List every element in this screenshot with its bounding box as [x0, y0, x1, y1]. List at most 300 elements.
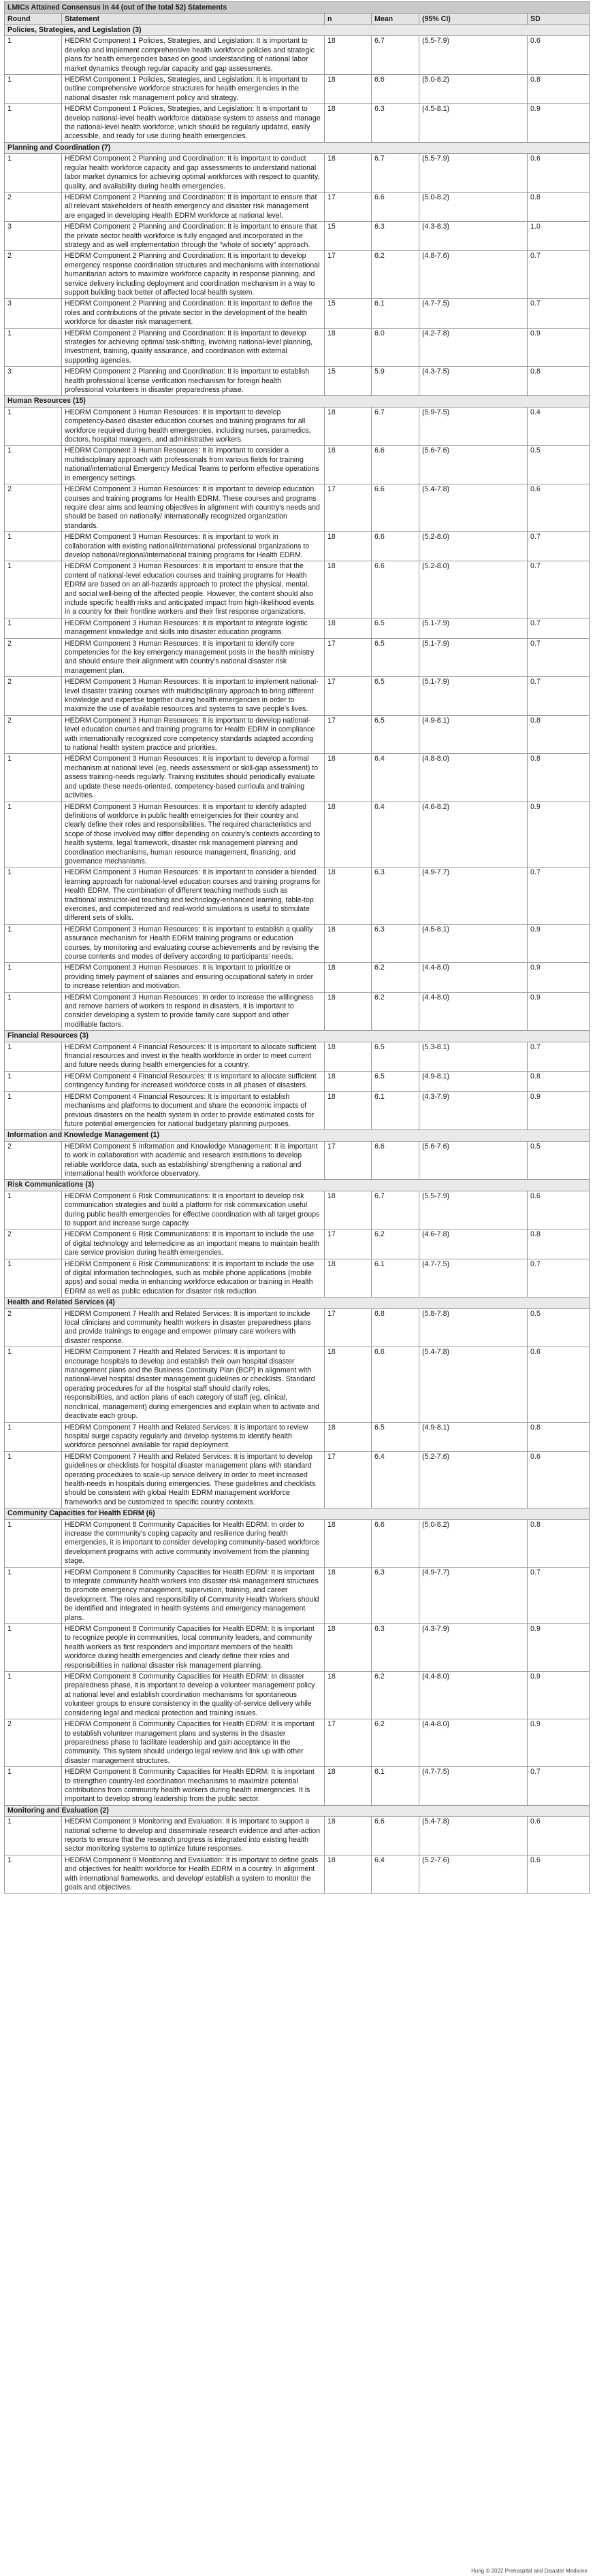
mean-cell: 6.1: [372, 1091, 419, 1130]
header-row: [5, 14, 590, 25]
ci-cell: (5.8-7.8): [419, 1308, 528, 1347]
mean-cell: 6.7: [372, 154, 419, 193]
consensus-table: [4, 1, 590, 1894]
n-cell: 18: [325, 1519, 372, 1567]
round-cell: 1: [5, 561, 62, 618]
section-row: [5, 1180, 590, 1191]
section-heading: Health and Related Services (4): [5, 1298, 590, 1308]
statement-cell: HEDRM Component 3 Human Resources: It is important to develop education courses and training programs for Health EDRM. These courses and programs require clear aims and learning objectives in alignment with country’s needs and should be based on nationally/ internationally recognized organization standards.: [62, 484, 325, 532]
table-row: [5, 963, 590, 992]
consensus-table-container: [4, 1, 589, 1894]
mean-cell: 6.2: [372, 1719, 419, 1767]
sd-cell: 0.7: [528, 561, 590, 618]
table-row: [5, 328, 590, 367]
table-row: [5, 75, 590, 104]
table-row: [5, 222, 590, 251]
n-cell: 18: [325, 1624, 372, 1672]
section-heading: Financial Resources (3): [5, 1031, 590, 1042]
n-cell: 18: [325, 1191, 372, 1229]
mean-cell: 6.7: [372, 1191, 419, 1229]
round-cell: 2: [5, 1229, 62, 1259]
n-cell: 15: [325, 299, 372, 328]
n-cell: 17: [325, 638, 372, 677]
sd-cell: 0.8: [528, 367, 590, 396]
section-heading: Information and Knowledge Management (1): [5, 1130, 590, 1141]
mean-cell: 6.6: [372, 1519, 419, 1567]
sd-cell: 0.9: [528, 104, 590, 143]
round-cell: 1: [5, 1855, 62, 1894]
round-cell: 1: [5, 1071, 62, 1091]
section-heading: Monitoring and Evaluation (2): [5, 1805, 590, 1816]
round-cell: 1: [5, 1422, 62, 1451]
round-cell: 1: [5, 36, 62, 75]
sd-cell: 0.6: [528, 154, 590, 193]
table-row: [5, 754, 590, 802]
mean-cell: 6.3: [372, 1624, 419, 1672]
table-row: [5, 104, 590, 143]
column-header-round: Round: [5, 14, 62, 25]
round-cell: 1: [5, 1567, 62, 1623]
table-row: [5, 36, 590, 75]
statement-cell: HEDRM Component 7 Health and Related Services: It is important to include local clinicians and community health workers in disaster preparedness plans and provide trainings to engage and empower primary care workers with disaster response.: [62, 1308, 325, 1347]
statement-cell: HEDRM Component 1 Policies, Strategies, and Legislation: It is important to outline comprehensive workforce structures for health emergencies in the national disaster risk management policy and strategy.: [62, 75, 325, 104]
section-row: [5, 25, 590, 36]
mean-cell: 6.5: [372, 1422, 419, 1451]
ci-cell: (4.3-7.5): [419, 367, 528, 396]
round-cell: 2: [5, 638, 62, 677]
ci-cell: (5.5-7.9): [419, 36, 528, 75]
sd-cell: 0.7: [528, 532, 590, 561]
table-row: [5, 1191, 590, 1229]
sd-cell: 0.6: [528, 1347, 590, 1422]
statement-cell: HEDRM Component 2 Planning and Coordination: It is important to ensure that all relevant stakeholders of health emergency and disaster risk management are engaged in developing Health EDRM workforce at national level.: [62, 192, 325, 221]
mean-cell: 6.5: [372, 1071, 419, 1091]
mean-cell: 6.2: [372, 992, 419, 1031]
n-cell: 18: [325, 1091, 372, 1130]
sd-cell: 0.8: [528, 1229, 590, 1259]
table-body: [5, 25, 590, 1894]
sd-cell: 0.8: [528, 1422, 590, 1451]
ci-cell: (4.9-7.7): [419, 868, 528, 924]
n-cell: 18: [325, 963, 372, 992]
table-row: [5, 446, 590, 484]
statement-cell: HEDRM Component 3 Human Resources: It is important to establish a quality assurance mechanism for Health EDRM training programs or education courses, by monitoring and evaluating course achievements and by revising the course contents and modes of delivery according to participants’ needs.: [62, 924, 325, 963]
table-row: [5, 561, 590, 618]
table-row: [5, 1091, 590, 1130]
n-cell: 17: [325, 715, 372, 754]
ci-cell: (4.9-8.1): [419, 715, 528, 754]
round-cell: 1: [5, 992, 62, 1031]
section-row: [5, 1298, 590, 1308]
round-cell: 1: [5, 1451, 62, 1508]
n-cell: 18: [325, 1767, 372, 1806]
n-cell: 17: [325, 1308, 372, 1347]
round-cell: 1: [5, 328, 62, 367]
mean-cell: 6.3: [372, 924, 419, 963]
statement-cell: HEDRM Component 2 Planning and Coordination: It is important to establish health professional license verification mechanism for foreign health professional volunteers in disaster preparedness phase.: [62, 367, 325, 396]
sd-cell: 0.9: [528, 1624, 590, 1672]
statement-cell: HEDRM Component 8 Community Capacities for Health EDRM: It is important to integrate community health workers into disaster risk management structures to promote emergency management, supervision, training, and career development. The roles and responsibility of Community Health Workers should be identified and integrated in health systems and emergency management plans.: [62, 1567, 325, 1623]
ci-cell: (4.9-8.1): [419, 1071, 528, 1091]
round-cell: 1: [5, 1259, 62, 1298]
sd-cell: 0.7: [528, 1567, 590, 1623]
mean-cell: 6.4: [372, 802, 419, 868]
n-cell: 18: [325, 446, 372, 484]
mean-cell: 6.5: [372, 638, 419, 677]
mean-cell: 6.0: [372, 328, 419, 367]
statement-cell: HEDRM Component 4 Financial Resources: It is important to allocate sufficient financial resources and invest in the health workforce in order to meet current and future needs during health emergencies for a country.: [62, 1042, 325, 1071]
round-cell: 1: [5, 75, 62, 104]
ci-cell: (5.2-8.0): [419, 532, 528, 561]
ci-cell: (5.5-7.9): [419, 154, 528, 193]
mean-cell: 6.1: [372, 299, 419, 328]
n-cell: 18: [325, 328, 372, 367]
round-cell: 1: [5, 1519, 62, 1567]
round-cell: 1: [5, 1817, 62, 1855]
table-row: [5, 992, 590, 1031]
n-cell: 18: [325, 36, 372, 75]
round-cell: 1: [5, 868, 62, 924]
round-cell: 3: [5, 367, 62, 396]
column-header-statement: Statement: [62, 14, 325, 25]
sd-cell: 0.8: [528, 715, 590, 754]
statement-cell: HEDRM Component 8 Community Capacities for Health EDRM: It is important to recognize people in communities, local community leaders, and community health workers as first responders and important members of the health workforce during health emergencies and clearly define their roles and responsibilities in national disaster risk management planning.: [62, 1624, 325, 1672]
table-title: LMICs Attained Consensus in 44 (out of the total 52) Statements: [5, 2, 590, 14]
n-cell: 18: [325, 1347, 372, 1422]
ci-cell: (4.3-8.3): [419, 222, 528, 251]
ci-cell: (5.1-7.9): [419, 638, 528, 677]
ci-cell: (4.9-8.1): [419, 1422, 528, 1451]
statement-cell: HEDRM Component 3 Human Resources: It is important to implement national-level disaster training courses with multidisciplinary approach to bring different knowledge and expertise together during health emergencies in order to maximize the use of available resources and systems to save people’s lives.: [62, 677, 325, 716]
n-cell: 18: [325, 618, 372, 638]
sd-cell: 0.7: [528, 1767, 590, 1806]
table-row: [5, 1141, 590, 1180]
statement-cell: HEDRM Component 2 Planning and Coordination: It is important to define the roles and contributions of the private sector in the development of the health workforce for disaster risk management.: [62, 299, 325, 328]
column-header-ci: (95% CI): [419, 14, 528, 25]
round-cell: 1: [5, 802, 62, 868]
table-row: [5, 1259, 590, 1298]
ci-cell: (5.2-7.6): [419, 1855, 528, 1894]
mean-cell: 6.2: [372, 963, 419, 992]
n-cell: 18: [325, 924, 372, 963]
round-cell: 1: [5, 154, 62, 193]
statement-cell: HEDRM Component 2 Planning and Coordination: It is important to ensure that the private sector health workforce is fully engaged and incorporated in the strategy and as well implementation through the “whole of society” approach.: [62, 222, 325, 251]
round-cell: 3: [5, 222, 62, 251]
statement-cell: HEDRM Component 6 Risk Communications: It is important to include the use of digital information technologies, such as mobile phone applications (mobile apps) and social media in enhancing workforce education or training in Health EDRM as well as public education for disaster risk reduction.: [62, 1259, 325, 1298]
statement-cell: HEDRM Component 7 Health and Related Services: It is important to encourage hospitals to develop and establish their own hospital disaster management plans and the Business Continuity Plan (BCP) in alignment with national-level hospital disaster management guidelines or checklists. Standard operating procedures for all the hospital staff should clarify roles, responsibilities, and action plans of each category of staff (eg, clinical, nonclinical, management) during emergencies and explain when to activate and deactivate each group.: [62, 1347, 325, 1422]
mean-cell: 6.3: [372, 868, 419, 924]
mean-cell: 6.5: [372, 1042, 419, 1071]
statement-cell: HEDRM Component 3 Human Resources: It is important to consider a multidisciplinary approach with professionals from various fields for training national/international Emergency Medical Teams to perform effective operations in emergency settings.: [62, 446, 325, 484]
n-cell: 18: [325, 104, 372, 143]
sd-cell: 0.7: [528, 677, 590, 716]
statement-cell: HEDRM Component 3 Human Resources: It is important to develop a formal mechanism at national level (eg, needs assessment or skill-gap assessment) to assess training-needs regularly. Training institutes should periodically evaluate and update these needs-oriented, competency-based curricula and training activities.: [62, 754, 325, 802]
table-row: [5, 192, 590, 221]
section-row: [5, 1130, 590, 1141]
copyright-footer: Hung © 2022 Prehospital and Disaster Medicine: [471, 2568, 588, 2574]
round-cell: 1: [5, 532, 62, 561]
n-cell: 18: [325, 1042, 372, 1071]
n-cell: 18: [325, 868, 372, 924]
sd-cell: 0.8: [528, 1071, 590, 1091]
sd-cell: 1.0: [528, 222, 590, 251]
table-row: [5, 484, 590, 532]
statement-cell: HEDRM Component 3 Human Resources: It is important to consider a blended learning approach for national-level education courses and training programs for Health EDRM. The combination of different teaching methods such as traditional instructor-led teaching and technology-enhanced learning, table-top exercises, and computerized and real-world simulations is useful to stimulate different sets of skills.: [62, 868, 325, 924]
ci-cell: (5.6-7.6): [419, 1141, 528, 1180]
table-row: [5, 638, 590, 677]
mean-cell: 6.5: [372, 618, 419, 638]
mean-cell: 6.6: [372, 561, 419, 618]
statement-cell: HEDRM Component 2 Planning and Coordination: It is important to develop emergency response coordination structures and mechanisms with international humanitarian actors to maximize workforce capacity in response planning, and service delivery including deployment and coordination mechanism in a way to support building back better of affected local health system.: [62, 251, 325, 299]
statement-cell: HEDRM Component 9 Monitoring and Evaluation: It is important to support a national scheme to develop and disseminate research evidence and after-action reports to ensure that the research progress is integrated into existing health sector monitoring systems to optimize future responses.: [62, 1817, 325, 1855]
ci-cell: (4.5-8.1): [419, 104, 528, 143]
mean-cell: 6.6: [372, 192, 419, 221]
mean-cell: 6.2: [372, 251, 419, 299]
statement-cell: HEDRM Component 4 Financial Resources: It is important to establish mechanisms and platforms to document and share the economic impacts of previous disasters on the health system in order to provide estimated costs for future potential emergencies for national budgetary planning purposes.: [62, 1091, 325, 1130]
sd-cell: 0.6: [528, 484, 590, 532]
mean-cell: 6.4: [372, 754, 419, 802]
statement-cell: HEDRM Component 3 Human Resources: In order to increase the willingness and remove barriers of workers to respond in disasters, it is important to consider developing a system to provide family care support and other modifiable factors.: [62, 992, 325, 1031]
mean-cell: 6.6: [372, 532, 419, 561]
ci-cell: (5.2-7.6): [419, 1451, 528, 1508]
round-cell: 1: [5, 963, 62, 992]
round-cell: 1: [5, 407, 62, 446]
ci-cell: (5.4-7.8): [419, 1347, 528, 1422]
ci-cell: (4.2-7.8): [419, 328, 528, 367]
table-row: [5, 802, 590, 868]
n-cell: 17: [325, 1451, 372, 1508]
statement-cell: HEDRM Component 2 Planning and Coordination: It is important to conduct regular health workforce capacity and gap assessments to understand national labor market dynamics for achieving optimal workforces with respect to quantity, quality, and availability during health emergencies.: [62, 154, 325, 193]
sd-cell: 0.6: [528, 1191, 590, 1229]
n-cell: 18: [325, 561, 372, 618]
n-cell: 18: [325, 1071, 372, 1091]
sd-cell: 0.7: [528, 299, 590, 328]
ci-cell: (5.4-7.8): [419, 484, 528, 532]
statement-cell: HEDRM Component 8 Community Capacities for Health EDRM: In order to increase the community’s coping capacity and resilience during health emergencies, it is important to consider developing community-based workforce development programs with active community involvement from the planning stage.: [62, 1519, 325, 1567]
round-cell: 1: [5, 446, 62, 484]
statement-cell: HEDRM Component 4 Financial Resources: It is important to allocate sufficient contingency funding for increased workforce costs in all phases of disasters.: [62, 1071, 325, 1091]
sd-cell: 0.9: [528, 1672, 590, 1719]
ci-cell: (5.9-7.5): [419, 407, 528, 446]
ci-cell: (5.1-7.9): [419, 618, 528, 638]
n-cell: 17: [325, 484, 372, 532]
n-cell: 17: [325, 1719, 372, 1767]
round-cell: 1: [5, 104, 62, 143]
ci-cell: (4.3-7.9): [419, 1624, 528, 1672]
sd-cell: 0.9: [528, 328, 590, 367]
round-cell: 1: [5, 1091, 62, 1130]
sd-cell: 0.8: [528, 1519, 590, 1567]
round-cell: 2: [5, 484, 62, 532]
table-row: [5, 299, 590, 328]
table-row: [5, 868, 590, 924]
sd-cell: 0.7: [528, 1042, 590, 1071]
sd-cell: 0.9: [528, 1719, 590, 1767]
sd-cell: 0.6: [528, 1817, 590, 1855]
section-row: [5, 396, 590, 407]
n-cell: 18: [325, 154, 372, 193]
sd-cell: 0.8: [528, 192, 590, 221]
sd-cell: 0.6: [528, 36, 590, 75]
table-row: [5, 1855, 590, 1894]
ci-cell: (4.4-8.0): [419, 963, 528, 992]
statement-cell: HEDRM Component 3 Human Resources: It is important to prioritize or providing timely payment of salaries and ensuring occupational safety in order to increase retention and motivation.: [62, 963, 325, 992]
mean-cell: 6.6: [372, 1347, 419, 1422]
column-header-sd: SD: [528, 14, 590, 25]
sd-cell: 0.8: [528, 754, 590, 802]
ci-cell: (5.5-7.9): [419, 1191, 528, 1229]
mean-cell: 6.7: [372, 407, 419, 446]
mean-cell: 6.6: [372, 75, 419, 104]
table-row: [5, 1229, 590, 1259]
ci-cell: (4.8-8.0): [419, 754, 528, 802]
ci-cell: (5.4-7.8): [419, 1817, 528, 1855]
table-row: [5, 715, 590, 754]
section-row: [5, 1031, 590, 1042]
mean-cell: 6.1: [372, 1767, 419, 1806]
n-cell: 18: [325, 1855, 372, 1894]
round-cell: 2: [5, 1141, 62, 1180]
sd-cell: 0.5: [528, 1308, 590, 1347]
ci-cell: (4.8-7.6): [419, 251, 528, 299]
table-row: [5, 154, 590, 193]
sd-cell: 0.6: [528, 1451, 590, 1508]
statement-cell: HEDRM Component 3 Human Resources: It is important to integrate logistic management knowledge and skills into disaster education programs.: [62, 618, 325, 638]
mean-cell: 6.3: [372, 1567, 419, 1623]
n-cell: 18: [325, 1567, 372, 1623]
sd-cell: 0.5: [528, 1141, 590, 1180]
table-row: [5, 1042, 590, 1071]
n-cell: 18: [325, 802, 372, 868]
n-cell: 17: [325, 251, 372, 299]
mean-cell: 6.6: [372, 446, 419, 484]
mean-cell: 6.2: [372, 1229, 419, 1259]
mean-cell: 6.4: [372, 1451, 419, 1508]
mean-cell: 6.8: [372, 1308, 419, 1347]
mean-cell: 6.6: [372, 1141, 419, 1180]
round-cell: 1: [5, 754, 62, 802]
round-cell: 1: [5, 1767, 62, 1806]
ci-cell: (4.5-8.1): [419, 924, 528, 963]
section-row: [5, 142, 590, 153]
n-cell: 18: [325, 1672, 372, 1719]
n-cell: 17: [325, 1229, 372, 1259]
mean-cell: 6.6: [372, 1817, 419, 1855]
statement-cell: HEDRM Component 9 Monitoring and Evaluation: It is important to define goals and objectives for health workforce for Health EDRM in a country. In alignment with international frameworks, and develop/ establish a system to monitor the goals and objectives.: [62, 1855, 325, 1894]
mean-cell: 6.6: [372, 484, 419, 532]
statement-cell: HEDRM Component 6 Risk Communications: It is important to include the use of digital technology and telemedicine as an important means to maintain health care service provision during health emergencies.: [62, 1229, 325, 1259]
ci-cell: (4.6-8.2): [419, 802, 528, 868]
statement-cell: HEDRM Component 3 Human Resources: It is important to ensure that the content of national-level education courses and training programs for Health EDRM are based on an all-hazards approach to protect the physical, mental, and social well-being of the affected people. However, the content should also include specific health risks and anticipated impact from high-likelihood events in a country for their frontline workers and their first response organizations.: [62, 561, 325, 618]
sd-cell: 0.9: [528, 992, 590, 1031]
section-row: [5, 1805, 590, 1816]
round-cell: 2: [5, 1308, 62, 1347]
mean-cell: 6.3: [372, 222, 419, 251]
statement-cell: HEDRM Component 2 Planning and Coordination: It is important to develop strategies for achieving optimal task-shifting, involving national-level planning, investment, training, quality assurance, and coordination with external supporting agencies.: [62, 328, 325, 367]
statement-cell: HEDRM Component 3 Human Resources: It is important to identify core competencies for the key emergency management posts in the health ministry and should ensure their alignment with country’s national disaster risk management plan.: [62, 638, 325, 677]
ci-cell: (4.7-7.5): [419, 1767, 528, 1806]
mean-cell: 6.2: [372, 1672, 419, 1719]
ci-cell: (5.2-8.0): [419, 561, 528, 618]
statement-cell: HEDRM Component 3 Human Resources: It is important to develop national-level education courses and training programs for Health EDRM in compliance with internationally recognized core competency standards adapted according to national health system practice and priorities.: [62, 715, 325, 754]
sd-cell: 0.7: [528, 1259, 590, 1298]
mean-cell: 6.1: [372, 1259, 419, 1298]
sd-cell: 0.9: [528, 963, 590, 992]
statement-cell: HEDRM Component 8 Community Capacities for Health EDRM: It is important to strengthen country-led coordination mechanisms to maximize potential contributions from community health workers during health emergencies. It is important to develop strong leadership from the public sector.: [62, 1767, 325, 1806]
table-row: [5, 532, 590, 561]
statement-cell: HEDRM Component 7 Health and Related Services: It is important to develop guidelines or checklists for hospital disaster management plans with standard operating procedures to scale-up service delivery in order to meet increased health-needs in hospitals during emergencies. These guidelines and checklists should be consistent with global Health EDRM management workforce frameworks and be customized to specific country contexts.: [62, 1451, 325, 1508]
mean-cell: 6.4: [372, 1855, 419, 1894]
n-cell: 18: [325, 75, 372, 104]
section-heading: Policies, Strategies, and Legislation (3): [5, 25, 590, 36]
sd-cell: 0.7: [528, 868, 590, 924]
sd-cell: 0.8: [528, 75, 590, 104]
ci-cell: (5.6-7.6): [419, 446, 528, 484]
statement-cell: HEDRM Component 7 Health and Related Services: It is important to review hospital surge capacity regularly and develop systems to identify health workforce personnel available for rapid deployment.: [62, 1422, 325, 1451]
mean-cell: 6.5: [372, 715, 419, 754]
ci-cell: (5.1-7.9): [419, 677, 528, 716]
mean-cell: 6.3: [372, 104, 419, 143]
table-row: [5, 1624, 590, 1672]
sd-cell: 0.9: [528, 924, 590, 963]
n-cell: 18: [325, 1422, 372, 1451]
table-row: [5, 367, 590, 396]
sd-cell: 0.6: [528, 1855, 590, 1894]
table-row: [5, 407, 590, 446]
ci-cell: (4.4-8.0): [419, 1672, 528, 1719]
statement-cell: HEDRM Component 8 Community Capacities for Health EDRM: In disaster preparedness phase, it is important to develop a volunteer management policy at national level and establish coordination mechanisms for spontaneous volunteer groups to ensure consistency in the quality-of-service delivery while considering legal and medical protection and training issues.: [62, 1672, 325, 1719]
statement-cell: HEDRM Component 3 Human Resources: It is important to identify adapted definitions of workforce in public health emergencies for their country and clearly define their roles and responsibilities. The required characteristics and scope of those involved may differ depending on country’s contexts according to health systems, legal framework, disaster risk management planning and coordination mechanisms, human resource management, financing, and governance mechanisms.: [62, 802, 325, 868]
statement-cell: HEDRM Component 1 Policies, Strategies, and Legislation: It is important to develop national-level health workforce database system to assess and manage the national-level health workforce, which should be regularly updated, easily accessible, and ready for use during health emergencies.: [62, 104, 325, 143]
section-heading: Community Capacities for Health EDRM (6): [5, 1508, 590, 1519]
n-cell: 18: [325, 992, 372, 1031]
column-header-n: n: [325, 14, 372, 25]
sd-cell: 0.7: [528, 618, 590, 638]
n-cell: 18: [325, 407, 372, 446]
round-cell: 1: [5, 618, 62, 638]
n-cell: 17: [325, 677, 372, 716]
column-header-mean: Mean: [372, 14, 419, 25]
sd-cell: 0.9: [528, 1091, 590, 1130]
table-row: [5, 1308, 590, 1347]
n-cell: 18: [325, 754, 372, 802]
round-cell: 2: [5, 715, 62, 754]
round-cell: 2: [5, 251, 62, 299]
round-cell: 2: [5, 1719, 62, 1767]
ci-cell: (5.0-8.2): [419, 192, 528, 221]
round-cell: 3: [5, 299, 62, 328]
statement-cell: HEDRM Component 3 Human Resources: It is important to develop competency-based disaster education courses and training programs for all workforce required during health emergencies, including nurses, paramedics, doctors, hospital managers, and administrative workers.: [62, 407, 325, 446]
table-row: [5, 924, 590, 963]
section-heading: Risk Communications (3): [5, 1180, 590, 1191]
round-cell: 1: [5, 1624, 62, 1672]
round-cell: 2: [5, 677, 62, 716]
statement-cell: HEDRM Component 5 Information and Knowledge Management: It is important to work in collaboration with academic and research institutions to develop reliable workforce data, such as establishing/ strengthening a national and international health workforce observatory.: [62, 1141, 325, 1180]
n-cell: 17: [325, 1141, 372, 1180]
table-row: [5, 618, 590, 638]
mean-cell: 6.5: [372, 677, 419, 716]
mean-cell: 6.7: [372, 36, 419, 75]
n-cell: 18: [325, 1817, 372, 1855]
sd-cell: 0.4: [528, 407, 590, 446]
round-cell: 1: [5, 1042, 62, 1071]
mean-cell: 5.9: [372, 367, 419, 396]
ci-cell: (5.3-8.1): [419, 1042, 528, 1071]
ci-cell: (4.9-7.7): [419, 1567, 528, 1623]
table-row: [5, 1817, 590, 1855]
round-cell: 1: [5, 1672, 62, 1719]
n-cell: 17: [325, 192, 372, 221]
